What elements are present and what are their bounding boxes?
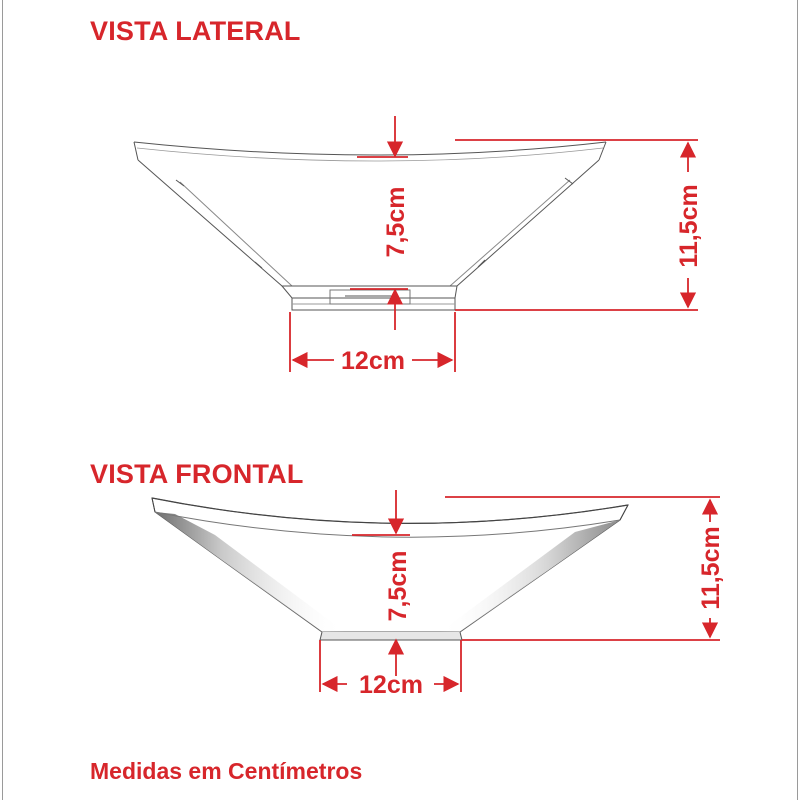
side-inner-height-label: 7,5cm — [382, 186, 410, 258]
front-total-height-label: 11,5cm — [697, 526, 725, 610]
side-total-height-label: 11,5cm — [675, 184, 703, 268]
front-inner-height-label: 7,5cm — [384, 550, 412, 622]
side-view-drawing — [134, 116, 703, 375]
side-view-bowl-outline — [134, 142, 606, 310]
front-view-drawing — [152, 490, 725, 699]
front-base-width-label: 12cm — [359, 671, 423, 699]
side-total-height-dimension — [455, 140, 698, 310]
side-view-title: VISTA LATERAL — [90, 16, 301, 46]
units-note: Medidas em Centímetros — [90, 758, 363, 784]
front-view-title: VISTA FRONTAL — [90, 459, 304, 489]
side-base-width-label: 12cm — [341, 347, 405, 375]
